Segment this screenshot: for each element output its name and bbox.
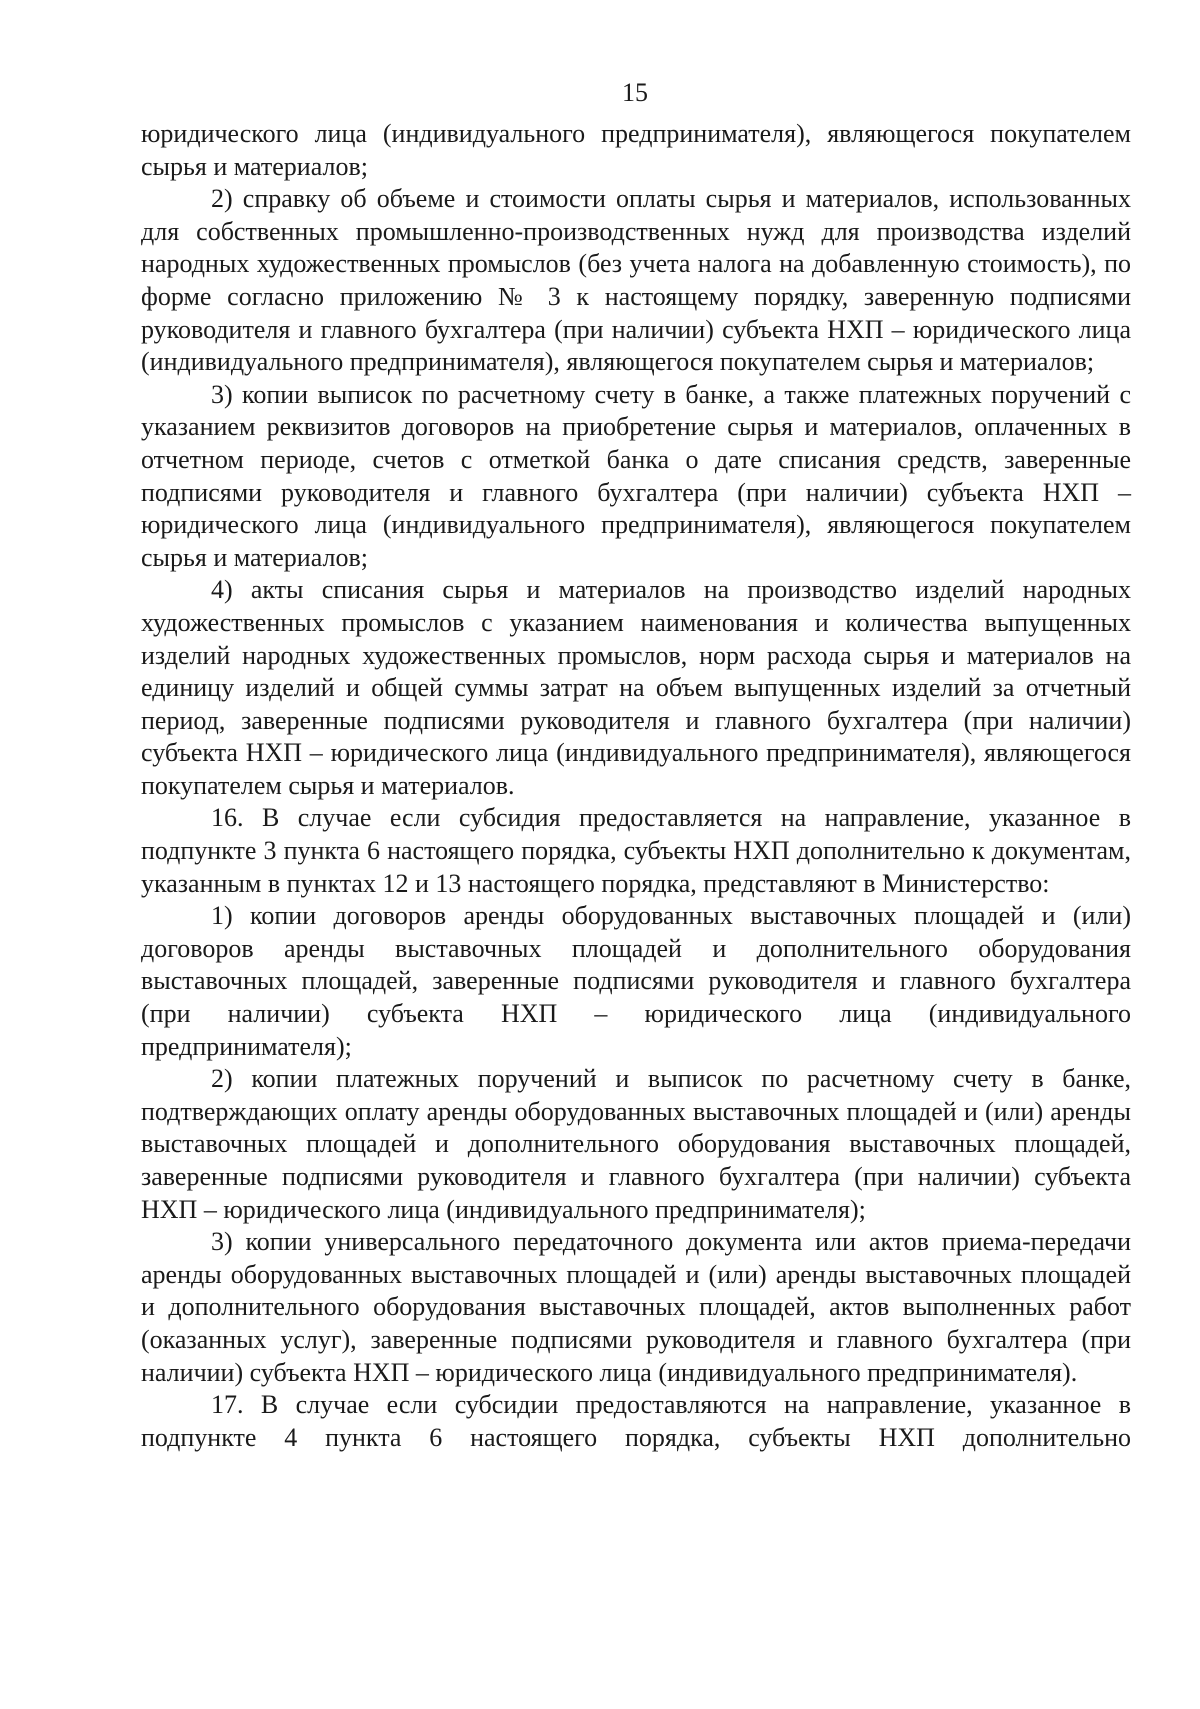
paragraph: 3) копии универсального передаточного документа или актов приема-передачи аренды оборудованных выставочных площадей и (или) аренды выставочных площадей и дополнительного оборудования выставочных площадей, актов выполненных работ (оказанных услуг), заверенные подписями руководителя и главного бухгалтера (при наличии) субъекта НХП – юридического лица (индивидуального предпринимателя). (141, 1227, 1131, 1387)
paragraph: 2) справку об объеме и стоимости оплаты сырья и материалов, использованных для собственных промышленно-производственных нужд для производства изделий народных художественных промыслов (без учета налога на добавленную стоимость), по форме согласно приложению № 3 к настоящему порядку, заверенную подписями руководителя и главного бухгалтера (при наличии) субъекта НХП – юридического лица (индивидуального предпринимателя), являющегося покупателем сырья и материалов; (141, 184, 1131, 377)
paragraph: юридического лица (индивидуального предпринимателя), являющегося покупателем сырья и материалов; (141, 119, 1131, 181)
paragraph: 4) акты списания сырья и материалов на производство изделий народных художественных промыслов с указанием наименования и количества выпущенных изделий народных художественных промыслов, норм расхода сырья и материалов на единицу изделий и общей суммы затрат на объем выпущенных изделий за отчетный период, заверенные подписями руководителя и главного бухгалтера (при наличии) субъекта НХП – юридического лица (индивидуального предпринимателя), являющегося покупателем сырья и материалов. (141, 575, 1131, 800)
paragraph: 2) копии платежных поручений и выписок по расчетному счету в банке, подтверждающих оплату аренды оборудованных выставочных площадей и (или) аренды выставочных площадей и дополнительного оборудования выставочных площадей, заверенные подписями руководителя и главного бухгалтера (при наличии) субъекта НХП – юридического лица (индивидуального предпринимателя); (141, 1064, 1131, 1224)
paragraph: 16. В случае если субсидия предоставляется на направление, указанное в подпункте 3 пункта 6 настоящего порядка, субъекты НХП дополнительно к документам, указанным в пунктах 12 и 13 настоящего порядка, представляют в Министерство: (141, 803, 1131, 898)
paragraph: 3) копии выписок по расчетному счету в банке, а также платежных поручений с указанием реквизитов договоров на приобретение сырья и материалов, оплаченных в отчетном периоде, счетов с отметкой банка о дате списания средств, заверенные подписями руководителя и главного бухгалтера (при наличии) субъекта НХП – юридического лица (индивидуального предпринимателя), являющегося покупателем сырья и материалов; (141, 379, 1131, 572)
document-body (141, 118, 1131, 1454)
page-number: 15 (622, 78, 648, 107)
paragraph: 1) копии договоров аренды оборудованных выставочных площадей и (или) договоров аренды выставочных площадей и дополнительного оборудования выставочных площадей, заверенные подписями руководителя и главного бухгалтера (при наличии) субъекта НХП – юридического лица (индивидуального предпринимателя); (141, 901, 1131, 1061)
paragraph: 17. В случае если субсидии предоставляются на направление, указанное в подпункте 4 пункта 6 настоящего порядка, субъекты НХП дополнительно (141, 1390, 1131, 1452)
